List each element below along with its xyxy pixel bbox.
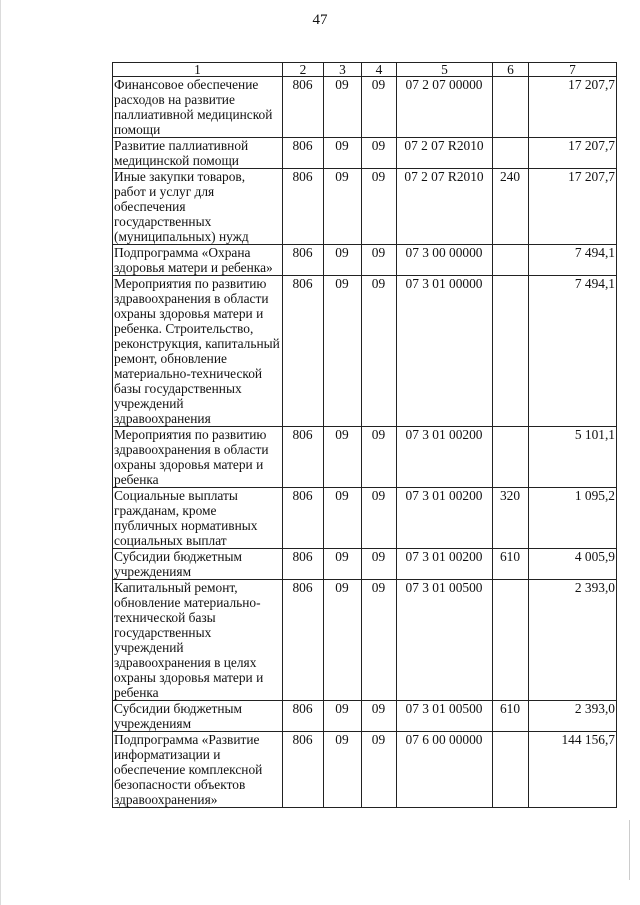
- subsection-code-cell: 09: [362, 701, 397, 732]
- row-name-cell: Социальные выплаты гражданам, кроме публичных нормативных социальных выплат: [113, 488, 283, 549]
- expense-type-cell: [493, 427, 529, 488]
- section-code-cell: 09: [324, 580, 362, 701]
- section-code-cell: 09: [324, 488, 362, 549]
- subsection-code-cell: 09: [362, 488, 397, 549]
- column-header-7: 7: [529, 63, 617, 77]
- row-name-cell: Подпрограмма «Развитие информатизации и обеспечение комплексной безопасности объектов здравоохранения»: [113, 732, 283, 808]
- amount-cell: 7 494,1: [529, 245, 617, 276]
- row-name-cell: Субсидии бюджетным учреждениям: [113, 549, 283, 580]
- section-code-cell: 09: [324, 169, 362, 245]
- column-header-6: 6: [493, 63, 529, 77]
- table-row: [113, 580, 617, 701]
- row-name-cell: Субсидии бюджетным учреждениям: [113, 701, 283, 732]
- ministry-code-cell: 806: [283, 276, 324, 427]
- expense-type-cell: [493, 77, 529, 138]
- target-article-cell: 07 3 01 00500: [397, 701, 493, 732]
- subsection-code-cell: 09: [362, 580, 397, 701]
- amount-cell: 144 156,7: [529, 732, 617, 808]
- target-article-cell: 07 2 07 R2010: [397, 169, 493, 245]
- table-row: [113, 276, 617, 427]
- target-article-cell: 07 3 00 00000: [397, 245, 493, 276]
- ministry-code-cell: 806: [283, 580, 324, 701]
- ministry-code-cell: 806: [283, 488, 324, 549]
- table-header-row: [113, 63, 617, 77]
- subsection-code-cell: 09: [362, 732, 397, 808]
- amount-cell: 17 207,7: [529, 77, 617, 138]
- expense-type-cell: [493, 580, 529, 701]
- row-name-cell: Мероприятия по развитию здравоохранения в области охраны здоровья матери и ребенка. Строительство, реконструкция, капитальный ремонт, обновление материально-технической базы государственных учреждений здравоохранения: [113, 276, 283, 427]
- table-row: [113, 245, 617, 276]
- row-name-cell: Финансовое обеспечение расходов на развитие паллиативной медицинской помощи: [113, 77, 283, 138]
- row-name-cell: Капитальный ремонт, обновление материально-технической базы государственных учреждений здравоохранения в целях охраны здоровья матери и ребенка: [113, 580, 283, 701]
- amount-cell: 4 005,9: [529, 549, 617, 580]
- target-article-cell: 07 3 01 00200: [397, 488, 493, 549]
- table-row: [113, 138, 617, 169]
- subsection-code-cell: 09: [362, 549, 397, 580]
- table-row: [113, 488, 617, 549]
- table-row: [113, 701, 617, 732]
- expense-type-cell: 610: [493, 701, 529, 732]
- target-article-cell: 07 3 01 00200: [397, 549, 493, 580]
- section-code-cell: 09: [324, 549, 362, 580]
- ministry-code-cell: 806: [283, 427, 324, 488]
- subsection-code-cell: 09: [362, 427, 397, 488]
- column-header-2: 2: [283, 63, 324, 77]
- target-article-cell: 07 6 00 00000: [397, 732, 493, 808]
- ministry-code-cell: 806: [283, 169, 324, 245]
- amount-cell: 2 393,0: [529, 580, 617, 701]
- row-name-cell: Подпрограмма «Охрана здоровья матери и ребенка»: [113, 245, 283, 276]
- column-header-5: 5: [397, 63, 493, 77]
- subsection-code-cell: 09: [362, 245, 397, 276]
- ministry-code-cell: 806: [283, 549, 324, 580]
- target-article-cell: 07 3 01 00200: [397, 427, 493, 488]
- table-row: [113, 427, 617, 488]
- target-article-cell: 07 2 07 00000: [397, 77, 493, 138]
- section-code-cell: 09: [324, 427, 362, 488]
- table-row: [113, 169, 617, 245]
- subsection-code-cell: 09: [362, 169, 397, 245]
- column-header-3: 3: [324, 63, 362, 77]
- amount-cell: 1 095,2: [529, 488, 617, 549]
- section-code-cell: 09: [324, 701, 362, 732]
- scan-edge-left: [0, 0, 1, 905]
- section-code-cell: 09: [324, 77, 362, 138]
- subsection-code-cell: 09: [362, 276, 397, 427]
- ministry-code-cell: 806: [283, 245, 324, 276]
- amount-cell: 17 207,7: [529, 169, 617, 245]
- expense-type-cell: 240: [493, 169, 529, 245]
- table-row: [113, 549, 617, 580]
- expense-type-cell: [493, 245, 529, 276]
- table-row: [113, 732, 617, 808]
- expense-type-cell: 610: [493, 549, 529, 580]
- expense-type-cell: [493, 138, 529, 169]
- ministry-code-cell: 806: [283, 701, 324, 732]
- ministry-code-cell: 806: [283, 77, 324, 138]
- section-code-cell: 09: [324, 732, 362, 808]
- subsection-code-cell: 09: [362, 77, 397, 138]
- expense-type-cell: [493, 732, 529, 808]
- row-name-cell: Иные закупки товаров, работ и услуг для обеспечения государственных (муниципальных) нужд: [113, 169, 283, 245]
- row-name-cell: Развитие паллиативной медицинской помощи: [113, 138, 283, 169]
- budget-table: [112, 62, 617, 808]
- table-row: [113, 77, 617, 138]
- target-article-cell: 07 2 07 R2010: [397, 138, 493, 169]
- expense-type-cell: 320: [493, 488, 529, 549]
- column-header-4: 4: [362, 63, 397, 77]
- row-name-cell: Мероприятия по развитию здравоохранения в области охраны здоровья матери и ребенка: [113, 427, 283, 488]
- expense-type-cell: [493, 276, 529, 427]
- amount-cell: 5 101,1: [529, 427, 617, 488]
- amount-cell: 7 494,1: [529, 276, 617, 427]
- ministry-code-cell: 806: [283, 138, 324, 169]
- ministry-code-cell: 806: [283, 732, 324, 808]
- amount-cell: 2 393,0: [529, 701, 617, 732]
- column-header-1: 1: [113, 63, 283, 77]
- scan-edge-right: [629, 820, 630, 880]
- amount-cell: 17 207,7: [529, 138, 617, 169]
- target-article-cell: 07 3 01 00500: [397, 580, 493, 701]
- section-code-cell: 09: [324, 138, 362, 169]
- subsection-code-cell: 09: [362, 138, 397, 169]
- page-number: 47: [312, 12, 328, 28]
- section-code-cell: 09: [324, 276, 362, 427]
- budget-table-container: [112, 62, 616, 808]
- section-code-cell: 09: [324, 245, 362, 276]
- target-article-cell: 07 3 01 00000: [397, 276, 493, 427]
